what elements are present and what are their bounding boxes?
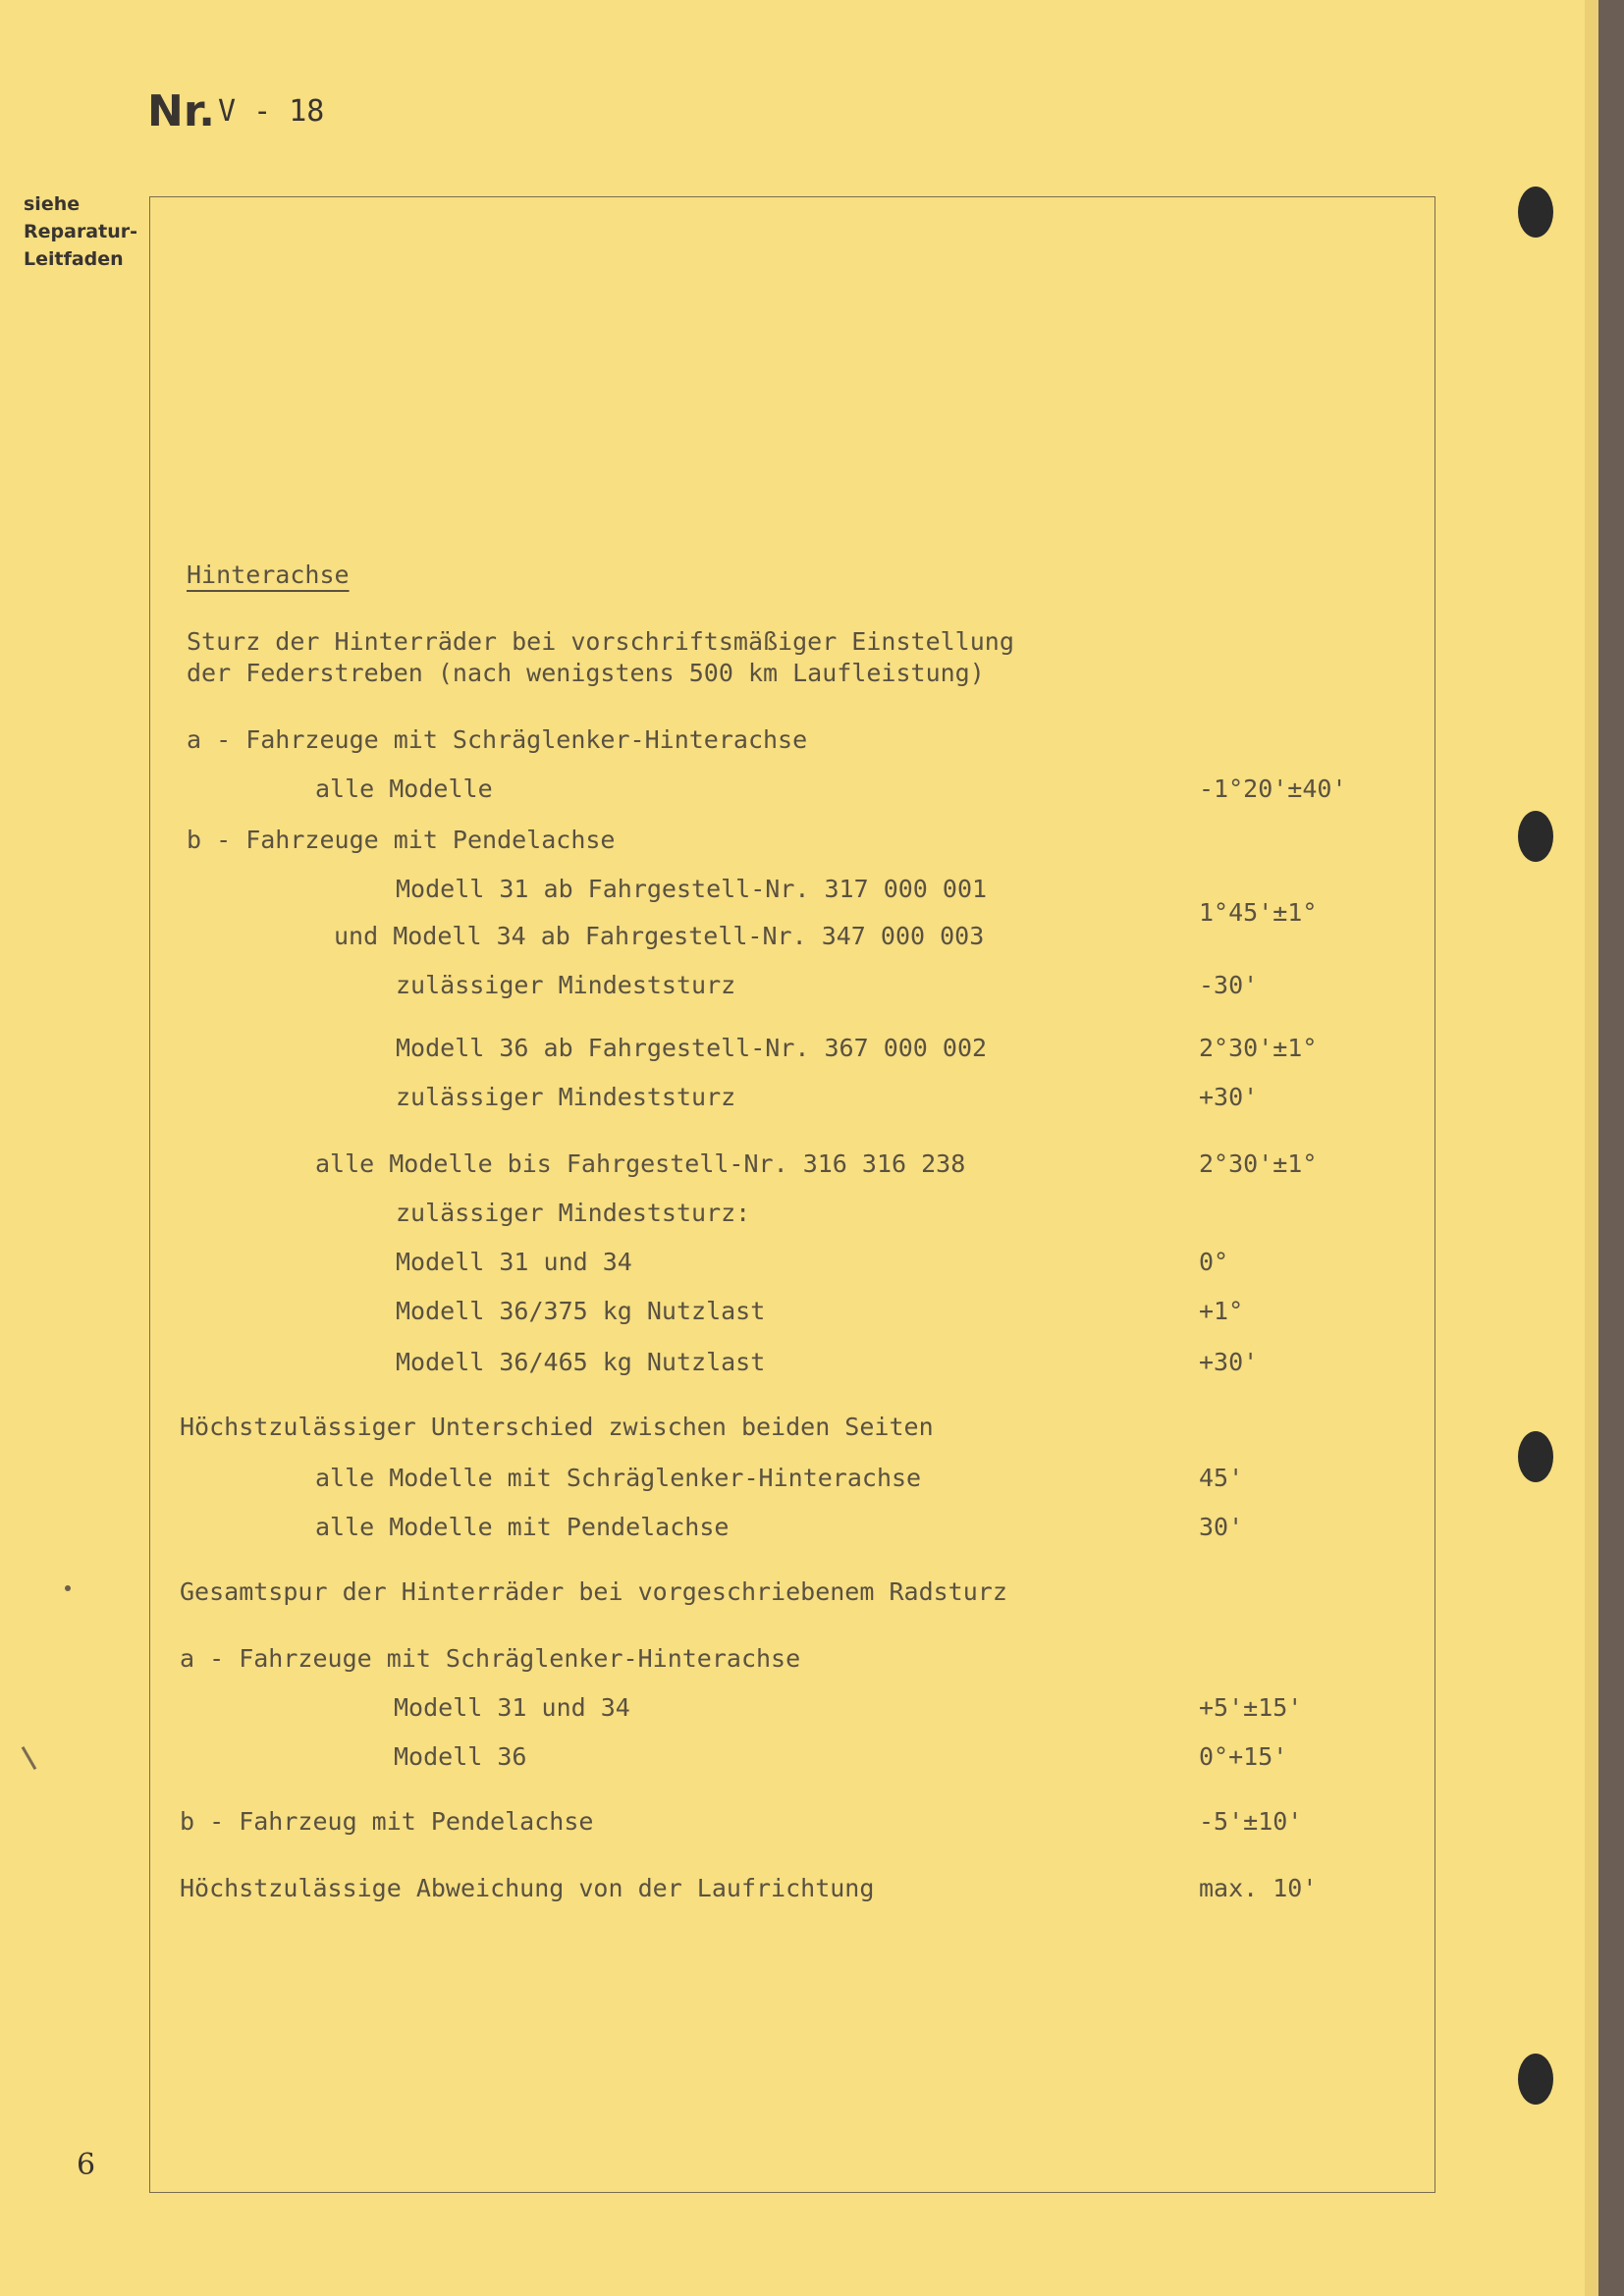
spur-a1-label: Modell 31 und 34 (394, 1693, 630, 1722)
header-code: V - 18 (218, 94, 325, 129)
section-title: Hinterachse (187, 561, 350, 589)
sturz-m31-line: Modell 31 ab Fahrgestell-Nr. 317 000 001 (396, 875, 988, 903)
punch-hole-4 (1518, 2054, 1553, 2105)
side-note (24, 190, 137, 273)
sturz-b-label: b - Fahrzeuge mit Pendelachse (187, 826, 616, 854)
unterschied-row1-label: alle Modelle mit Schräglenker-Hinterachse (315, 1464, 922, 1492)
sturz-sub2-value: +1° (1199, 1297, 1244, 1325)
sturz-mindest1-value: -30' (1199, 971, 1259, 999)
side-note-line2: Reparatur- (24, 221, 137, 242)
sturz-mindest1-label: zulässiger Mindeststurz (396, 971, 736, 999)
sturz-m36-value: 2°30'±1° (1199, 1034, 1318, 1062)
sturz-m36-line: Modell 36 ab Fahrgestell-Nr. 367 000 002 (396, 1034, 988, 1062)
sturz-mindest2-value: +30' (1199, 1083, 1259, 1111)
spur-b-value: -5'±10' (1199, 1807, 1303, 1836)
spur-a-label: a - Fahrzeuge mit Schräglenker-Hinterachse (180, 1644, 801, 1673)
page-number: 6 (77, 2148, 96, 2182)
sturz-alle-value: 2°30'±1° (1199, 1149, 1318, 1178)
sturz-m31-34-value: 1°45'±1° (1199, 898, 1318, 927)
unterschied-title: Höchstzulässiger Unterschied zwischen beiden Seiten (180, 1413, 934, 1441)
sturz-a-row-value: -1°20'±40' (1199, 774, 1347, 803)
unterschied-row2-value: 30' (1199, 1513, 1244, 1541)
punch-hole-1 (1518, 187, 1553, 238)
punch-hole-2 (1518, 811, 1553, 862)
intro-line1: Sturz der Hinterräder bei vorschriftsmäßiger Einstellung (187, 627, 1014, 656)
sturz-sub3-label: Modell 36/465 kg Nutzlast (396, 1348, 766, 1376)
margin-mark (22, 1746, 37, 1770)
spur-title: Gesamtspur der Hinterräder bei vorgeschriebenem Radsturz (180, 1577, 1007, 1606)
header-no-label: Nr. (147, 86, 215, 136)
spur-a1-value: +5'±15' (1199, 1693, 1303, 1722)
sturz-alle-line: alle Modelle bis Fahrgestell-Nr. 316 316 238 (315, 1149, 966, 1178)
sturz-mindest3-label: zulässiger Mindeststurz: (396, 1199, 751, 1227)
sturz-sub3-value: +30' (1199, 1348, 1259, 1376)
punch-hole-3 (1518, 1431, 1553, 1482)
sturz-sub2-label: Modell 36/375 kg Nutzlast (396, 1297, 766, 1325)
spur-b-label: b - Fahrzeug mit Pendelachse (180, 1807, 594, 1836)
page-edge-dark (1598, 0, 1624, 2296)
unterschied-row1-value: 45' (1199, 1464, 1244, 1492)
side-note-line3: Leitfaden (24, 248, 124, 270)
sturz-m34-line: und Modell 34 ab Fahrgestell-Nr. 347 000 003 (334, 922, 985, 950)
sturz-sub1-label: Modell 31 und 34 (396, 1248, 632, 1276)
sturz-sub1-value: 0° (1199, 1248, 1229, 1276)
spur-abw-label: Höchstzulässige Abweichung von der Laufrichtung (180, 1874, 875, 1902)
spur-abw-value: max. 10' (1199, 1874, 1318, 1902)
margin-dot (65, 1585, 71, 1591)
sturz-a-row-label: alle Modelle (315, 774, 493, 803)
side-note-line1: siehe (24, 193, 81, 215)
spur-a2-value: 0°+15' (1199, 1742, 1288, 1771)
unterschied-row2-label: alle Modelle mit Pendelachse (315, 1513, 730, 1541)
sturz-a-label: a - Fahrzeuge mit Schräglenker-Hinterachse (187, 725, 808, 754)
sturz-mindest2-label: zulässiger Mindeststurz (396, 1083, 736, 1111)
page-edge-light (1585, 0, 1598, 2296)
content-frame (149, 196, 1435, 2193)
intro-line2: der Federstreben (nach wenigstens 500 km Laufleistung) (187, 659, 985, 687)
spur-a2-label: Modell 36 (394, 1742, 527, 1771)
